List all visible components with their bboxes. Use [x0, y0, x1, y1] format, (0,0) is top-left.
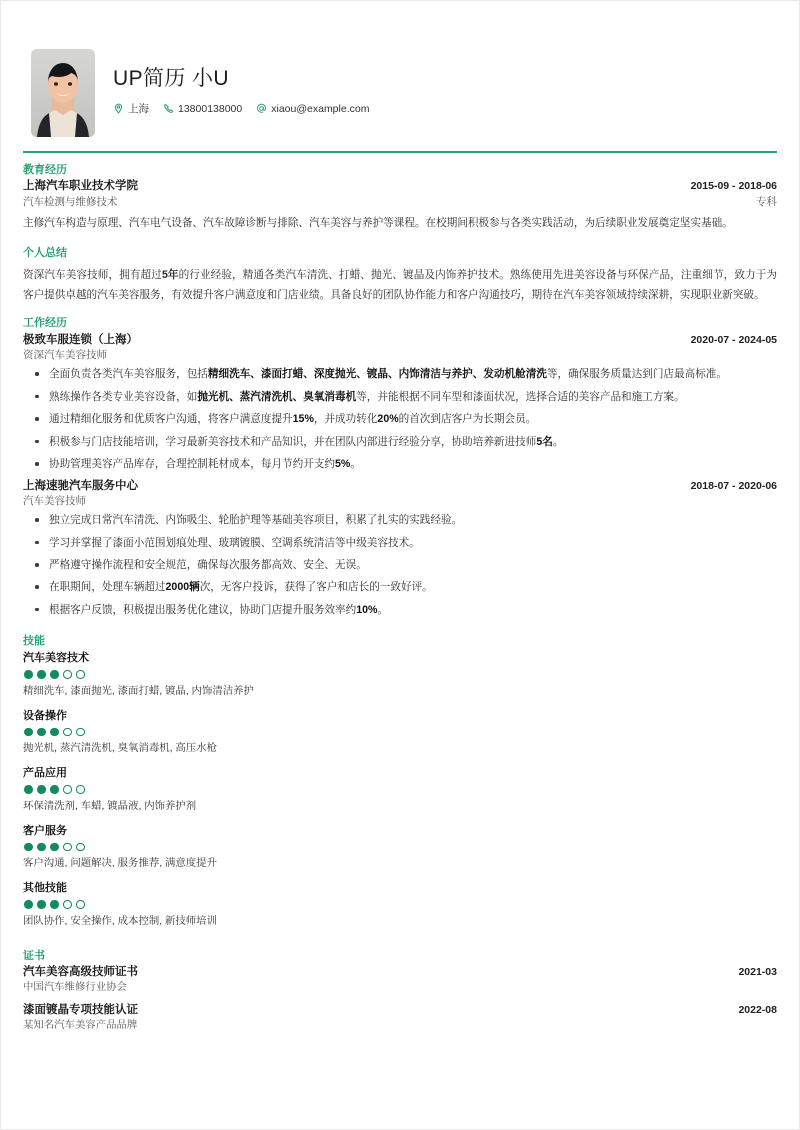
- skill-entry: [23, 881, 777, 930]
- skill-level-dots: [24, 728, 777, 737]
- certificate-date: 2022-08: [738, 1004, 777, 1017]
- skill-level-dot: [37, 785, 46, 794]
- skill-level-dot: [76, 900, 85, 909]
- skill-entries: [23, 651, 777, 930]
- skill-level-dot: [24, 843, 33, 852]
- work-entries: [23, 333, 777, 618]
- contact-list: [113, 101, 379, 116]
- skill-entry: [23, 766, 777, 815]
- work-bullet: 严格遵守操作流程和安全规范，确保每次服务都高效、安全、无误。: [23, 557, 777, 573]
- skill-level-dot: [24, 670, 33, 679]
- skill-level-dot: [37, 900, 46, 909]
- location-pin-icon: [113, 103, 124, 114]
- section-education: [23, 153, 777, 234]
- work-bullet: 独立完成日常汽车清洗、内饰吸尘、轮胎护理等基础美容项目，积累了扎实的实践经验。: [23, 512, 777, 528]
- skill-entry: [23, 651, 777, 700]
- skill-items: 精细洗车, 漆面抛光, 漆面打蜡, 镀晶, 内饰清洁养护: [23, 685, 254, 697]
- summary-text: 资深汽车美容技师，拥有超过5年的行业经验，精通各类汽车清洗、打蜡、抛光、镀晶及内饰养护技术。熟练使用先进美容设备与环保产品，注重细节，致力于为客户提供卓越的汽车美容服务，有效提升客户满意度和门店业绩。具备良好的团队协作能力和客户沟通技巧，期待在汽车美容领域持续深耕，实现职业新突破。: [23, 268, 778, 302]
- work-company: 上海速驰汽车服务中心: [23, 479, 138, 492]
- work-bullet: 通过精细化服务和优质客户沟通，将客户满意度提升15%，并成功转化20%的首次到店客户为长期会员。: [23, 411, 777, 427]
- section-title-certificates: 证书: [23, 949, 45, 962]
- skill-level-dot: [24, 785, 33, 794]
- skill-level-dot: [63, 843, 72, 852]
- skill-level-dots: [24, 785, 777, 794]
- certificate-entry: [23, 1003, 777, 1033]
- skill-level-dot: [63, 785, 72, 794]
- skill-items: 客户沟通, 问题解决, 服务推荐, 满意度提升: [23, 858, 217, 870]
- skill-level-dot: [50, 843, 59, 852]
- work-company: 极致车服连锁（上海）: [23, 333, 138, 346]
- contact-location: [113, 101, 149, 116]
- skill-level-dot: [24, 728, 33, 737]
- email-at-icon: [256, 103, 267, 114]
- skill-level-dot: [50, 670, 59, 679]
- skill-name: 设备操作: [23, 709, 67, 722]
- skill-name: 汽车美容技术: [23, 652, 89, 665]
- work-bullet: 学习并掌握了漆面小范围划痕处理、玻璃镀膜、空调系统清洁等中级美容技术。: [23, 535, 777, 551]
- contact-phone-text: 13800138000: [178, 102, 243, 115]
- skill-level-dots: [24, 670, 777, 679]
- skill-level-dot: [63, 670, 72, 679]
- skill-level-dot: [50, 728, 59, 737]
- skill-level-dot: [76, 670, 85, 679]
- skill-level-dot: [76, 728, 85, 737]
- skill-entry: [23, 709, 777, 758]
- skill-level-dot: [76, 785, 85, 794]
- section-title-skills: 技能: [23, 635, 45, 648]
- skill-level-dots: [24, 843, 777, 852]
- section-work: [23, 306, 777, 618]
- skill-level-dot: [24, 900, 33, 909]
- skill-items: 团队协作, 安全操作, 成本控制, 新技师培训: [23, 915, 217, 927]
- skill-level-dot: [63, 728, 72, 737]
- work-bullet: 协助管理美容产品库存，合理控制耗材成本，每月节约开支约5%。: [23, 456, 777, 472]
- work-entry: [23, 333, 777, 473]
- work-bullet: 熟练操作各类专业美容设备，如抛光机、蒸汽清洗机、臭氧消毒机等，并能根据不同车型和漆面状况，选择合适的美容产品和施工方案。: [23, 389, 777, 405]
- skill-items: 抛光机, 蒸汽清洗机, 臭氧消毒机, 高压水枪: [23, 743, 217, 755]
- work-role: 汽车美容技师: [23, 495, 86, 508]
- skill-level-dot: [76, 843, 85, 852]
- contact-location-text: 上海: [128, 103, 149, 116]
- education-major: 汽车检测与维修技术: [23, 195, 118, 208]
- work-bullet-list: [23, 512, 777, 618]
- skill-level-dot: [50, 900, 59, 909]
- work-bullet-list: [23, 366, 777, 472]
- skill-level-dot: [37, 843, 46, 852]
- certificate-entries: [23, 965, 777, 1033]
- contact-email-text: xiaou@example.com: [271, 102, 370, 115]
- work-date: 2018-07 - 2020-06: [690, 479, 777, 492]
- skill-items: 环保清洗剂, 车蜡, 镀晶液, 内饰养护剂: [23, 800, 197, 812]
- skill-level-dot: [63, 900, 72, 909]
- section-title-work: 工作经历: [23, 316, 67, 329]
- skill-name: 产品应用: [23, 767, 67, 780]
- phone-icon: [163, 103, 174, 114]
- work-bullet: 根据客户反馈，积极提出服务优化建议，协助门店提升服务效率约10%。: [23, 602, 777, 618]
- contact-email: [256, 103, 369, 115]
- certificate-issuer: 中国汽车维修行业协会: [23, 981, 127, 993]
- education-school: 上海汽车职业技术学院: [23, 180, 138, 193]
- work-date: 2020-07 - 2024-05: [690, 333, 777, 346]
- education-description: 主修汽车构造与原理、汽车电气设备、汽车故障诊断与排除、汽车美容与养护等课程。在校期间积极参与各类实践活动，为后续职业发展奠定坚实基础。: [23, 217, 733, 230]
- page-title: UP简历 小U: [113, 66, 229, 90]
- section-title-summary: 个人总结: [23, 246, 67, 259]
- skill-level-dot: [37, 670, 46, 679]
- skill-level-dots: [24, 900, 777, 909]
- education-date: 2015-09 - 2018-06: [690, 180, 777, 193]
- work-bullet: 积极参与门店技能培训，学习最新美容技术和产品知识，并在团队内部进行经验分享，协助培养新进技师5名。: [23, 434, 777, 450]
- education-degree: 专科: [756, 195, 777, 208]
- section-certificates: [23, 939, 777, 1034]
- skill-name: 其他技能: [23, 882, 67, 895]
- skill-name: 客户服务: [23, 824, 67, 837]
- avatar: [31, 49, 95, 137]
- certificate-issuer: 某知名汽车美容产品品牌: [23, 1020, 138, 1031]
- skill-level-dot: [50, 785, 59, 794]
- work-bullet: 全面负责各类汽车美容服务，包括精细洗车、漆面打蜡、深度抛光、镀晶、内饰清洁与养护、发动机舱清洗等，确保服务质量达到门店最高标准。: [23, 366, 777, 382]
- resume-header: [23, 1, 777, 151]
- certificate-entry: [23, 965, 777, 995]
- certificate-name: 漆面镀晶专项技能认证: [23, 1004, 138, 1017]
- skill-level-dot: [37, 728, 46, 737]
- education-entry: [23, 179, 777, 233]
- section-skills: [23, 624, 777, 929]
- work-entry: [23, 479, 777, 619]
- skill-entry: [23, 824, 777, 873]
- contact-phone: [163, 103, 242, 115]
- work-bullet: 在职期间，处理车辆超过2000辆次，无客户投诉，获得了客户和店长的一致好评。: [23, 579, 777, 595]
- section-title-education: 教育经历: [23, 163, 67, 176]
- work-role: 资深汽车美容技师: [23, 349, 107, 362]
- identity-block: [113, 66, 379, 120]
- certificate-name: 汽车美容高级技师证书: [23, 966, 138, 979]
- certificate-date: 2021-03: [738, 966, 777, 979]
- section-summary: [23, 236, 777, 306]
